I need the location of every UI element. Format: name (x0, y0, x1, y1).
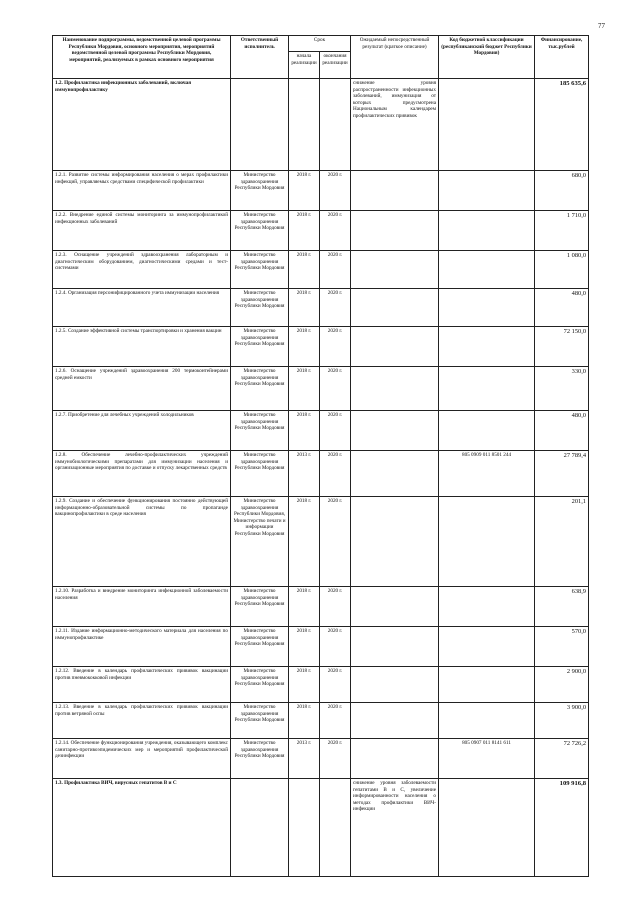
row-start: 2018 г. (289, 627, 320, 667)
row-code: 805 0907 011 8141 611 (439, 739, 535, 779)
row-start: 2018 г. (289, 497, 320, 587)
row-end: 2020 г. (320, 211, 351, 251)
row-result (351, 627, 439, 667)
row-end: 2020 г. (320, 627, 351, 667)
row-result: снижение уровня заболеваемости гепатитами В и С, увеличение информированности населения о методах профилактики ВИЧ-инфекции (351, 779, 439, 877)
row-name: 1.2.12. Введение в календарь профилактических прививок вакцинации против пневмококковой инфекции (53, 667, 231, 703)
row-executor: Министерство здравоохранения Республики Мордовия (231, 251, 289, 289)
row-code (439, 367, 535, 411)
row-end (320, 79, 351, 171)
row-end: 2020 г. (320, 667, 351, 703)
row-finance: 27 789,4 (535, 451, 589, 497)
row-result (351, 587, 439, 627)
header-start: начала реализации (289, 52, 320, 79)
row-end: 2020 г. (320, 171, 351, 211)
row-name: 1.2.1. Развитие системы информирования населения о мерах профилактики инфекций, управляемых средствами специфической профилактики (53, 171, 231, 211)
row-executor: Министерство здравоохранения Республики Мордовия (231, 703, 289, 739)
row-start: 2018 г. (289, 251, 320, 289)
row-code (439, 171, 535, 211)
row-code (439, 211, 535, 251)
table-row (53, 587, 589, 627)
row-finance: 1 080,0 (535, 251, 589, 289)
row-finance: 2 900,0 (535, 667, 589, 703)
row-code (439, 79, 535, 171)
row-finance: 1 710,0 (535, 211, 589, 251)
row-finance: 3 900,0 (535, 703, 589, 739)
row-start: 2018 г. (289, 587, 320, 627)
row-code (439, 289, 535, 327)
row-start (289, 779, 320, 877)
row-executor: Министерство здравоохранения Республики Мордовия, Министерство печати и информации Республики Мордовия (231, 497, 289, 587)
row-executor: Министерство здравоохранения Республики Мордовия (231, 627, 289, 667)
row-end: 2020 г. (320, 497, 351, 587)
row-result (351, 497, 439, 587)
row-name: 1.2.4. Организация персонифицированного учета иммунизации населения (53, 289, 231, 327)
row-result (351, 367, 439, 411)
row-end (320, 779, 351, 877)
row-code (439, 667, 535, 703)
row-finance: 185 635,6 (535, 79, 589, 171)
row-start: 2018 г. (289, 171, 320, 211)
row-finance: 330,0 (535, 367, 589, 411)
header-executor: Ответственный исполнитель (231, 36, 289, 79)
header-name: Наименование подпрограммы, ведомственной целевой программы Республики Мордовия, основного мероприятия, мероприятий ведомственной целевой программы Республики Мордовия, мероприятий, реализуемых в рамках основного мероприятия (53, 36, 231, 79)
row-finance: 680,0 (535, 171, 589, 211)
table-row (53, 171, 589, 211)
row-name: 1.2.14. Обеспечение функционирования учреждения, оказывающего комплекс санитарно-противоэпидемических мер и мероприятий профилактической дезинфекции (53, 739, 231, 779)
row-result (351, 211, 439, 251)
section-row (53, 79, 589, 171)
row-end: 2020 г. (320, 327, 351, 367)
row-end: 2020 г. (320, 587, 351, 627)
table-row (53, 703, 589, 739)
row-name: 1.2.7. Приобретение для лечебных учреждений холодильников (53, 411, 231, 451)
row-start: 2018 г. (289, 411, 320, 451)
page-number: 77 (598, 22, 605, 30)
row-name: 1.2. Профилактика инфекционных заболеваний, включая иммунопрофилактику (53, 79, 231, 171)
row-executor (231, 79, 289, 171)
row-name: 1.2.6. Оснащение учреждений здравоохранения 200 термоконтейнерами средней емкости (53, 367, 231, 411)
row-code: 805 0909 011 8501 244 (439, 451, 535, 497)
table-row (53, 211, 589, 251)
row-start (289, 79, 320, 171)
row-executor: Министерство здравоохранения Республики Мордовия (231, 667, 289, 703)
header-result: Ожидаемый непосредственный результат (краткое описание) (351, 36, 439, 79)
row-start: 2018 г. (289, 289, 320, 327)
row-result: снижение уровня распространенности инфекционных заболеваний, иммунизация от которых предусмотрена Национальным календарем профилактических прививок (351, 79, 439, 171)
table-body (53, 79, 589, 877)
row-name: 1.2.5. Создание эффективной системы транспортировки и хранения вакцин (53, 327, 231, 367)
row-executor: Министерство здравоохранения Республики Мордовия (231, 327, 289, 367)
row-name: 1.2.8. Обеспечение лечебно-профилактических учреждений иммунобиологическими препаратами для иммунизации населения и организационные мероприятия по доставке и отпуску лекарственных средств (53, 451, 231, 497)
row-name: 1.2.2. Внедрение единой системы мониторинга за иммунопрофилактикой инфекционных заболеваний (53, 211, 231, 251)
row-start: 2013 г. (289, 739, 320, 779)
row-name: 1.2.3. Оснащение учреждений здравоохранения лабораторным и диагностическим оборудованием, диагностическими средами и тест-системами (53, 251, 231, 289)
table-row (53, 497, 589, 587)
header-row (53, 36, 589, 52)
row-end: 2020 г. (320, 367, 351, 411)
row-end: 2020 г. (320, 451, 351, 497)
row-executor: Министерство здравоохранения Республики Мордовия (231, 171, 289, 211)
table-row (53, 627, 589, 667)
row-code (439, 779, 535, 877)
row-executor: Министерство здравоохранения Республики Мордовия (231, 367, 289, 411)
row-end: 2020 г. (320, 411, 351, 451)
program-table (52, 35, 589, 877)
row-result (351, 739, 439, 779)
row-end: 2020 г. (320, 703, 351, 739)
row-executor: Министерство здравоохранения Республики Мордовия (231, 739, 289, 779)
row-executor: Министерство здравоохранения Республики Мордовия (231, 451, 289, 497)
header-end: окончания реализации (320, 52, 351, 79)
table-row (53, 411, 589, 451)
row-finance: 480,0 (535, 411, 589, 451)
row-code (439, 627, 535, 667)
row-result (351, 171, 439, 211)
row-finance: 570,0 (535, 627, 589, 667)
row-finance: 109 916,8 (535, 779, 589, 877)
row-executor: Министерство здравоохранения Республики Мордовия (231, 289, 289, 327)
row-finance: 201,1 (535, 497, 589, 587)
header-term: Срок (289, 36, 351, 52)
row-start: 2013 г. (289, 451, 320, 497)
row-name: 1.2.10. Разработка и внедрение мониторинга инфекционной заболеваемости населения (53, 587, 231, 627)
row-executor: Министерство здравоохранения Республики Мордовия (231, 211, 289, 251)
row-finance: 72 150,0 (535, 327, 589, 367)
row-finance: 638,9 (535, 587, 589, 627)
header-finance: Финансирование, тыс.рублей (535, 36, 589, 79)
table-row (53, 451, 589, 497)
row-start: 2018 г. (289, 327, 320, 367)
row-start: 2018 г. (289, 211, 320, 251)
row-name: 1.2.13. Введение в календарь профилактических прививок вакцинации против ветряной оспы (53, 703, 231, 739)
row-name: 1.3. Профилактика ВИЧ, вирусных гепатитов В и С (53, 779, 231, 877)
row-result (351, 451, 439, 497)
row-name: 1.2.9. Создание и обеспечение функционирования постоянно действующей информационно-образовательной системы по пропаганде вакцинопрофилактики в среде населения (53, 497, 231, 587)
row-result (351, 251, 439, 289)
row-start: 2018 г. (289, 703, 320, 739)
row-result (351, 327, 439, 367)
row-name: 1.2.11. Издание информационно-методического материала для населения по иммунопрофилактике (53, 627, 231, 667)
row-start: 2018 г. (289, 367, 320, 411)
row-executor: Министерство здравоохранения Республики Мордовия (231, 587, 289, 627)
row-code (439, 703, 535, 739)
table-row (53, 327, 589, 367)
row-start: 2018 г. (289, 667, 320, 703)
row-result (351, 289, 439, 327)
row-end: 2020 г. (320, 739, 351, 779)
row-end: 2020 г. (320, 251, 351, 289)
row-code (439, 497, 535, 587)
row-code (439, 327, 535, 367)
row-end: 2020 г. (320, 289, 351, 327)
section-row (53, 779, 589, 877)
row-result (351, 667, 439, 703)
table-row (53, 251, 589, 289)
header-code: Код бюджетной классификации (республиканский бюджет Республики Мордовия) (439, 36, 535, 79)
row-code (439, 411, 535, 451)
table-row (53, 367, 589, 411)
row-result (351, 411, 439, 451)
row-finance: 72 726,2 (535, 739, 589, 779)
row-result (351, 703, 439, 739)
row-finance: 480,0 (535, 289, 589, 327)
table-row (53, 289, 589, 327)
row-code (439, 587, 535, 627)
row-executor (231, 779, 289, 877)
row-code (439, 251, 535, 289)
row-executor: Министерство здравоохранения Республики Мордовия (231, 411, 289, 451)
table-row (53, 667, 589, 703)
table-row (53, 739, 589, 779)
